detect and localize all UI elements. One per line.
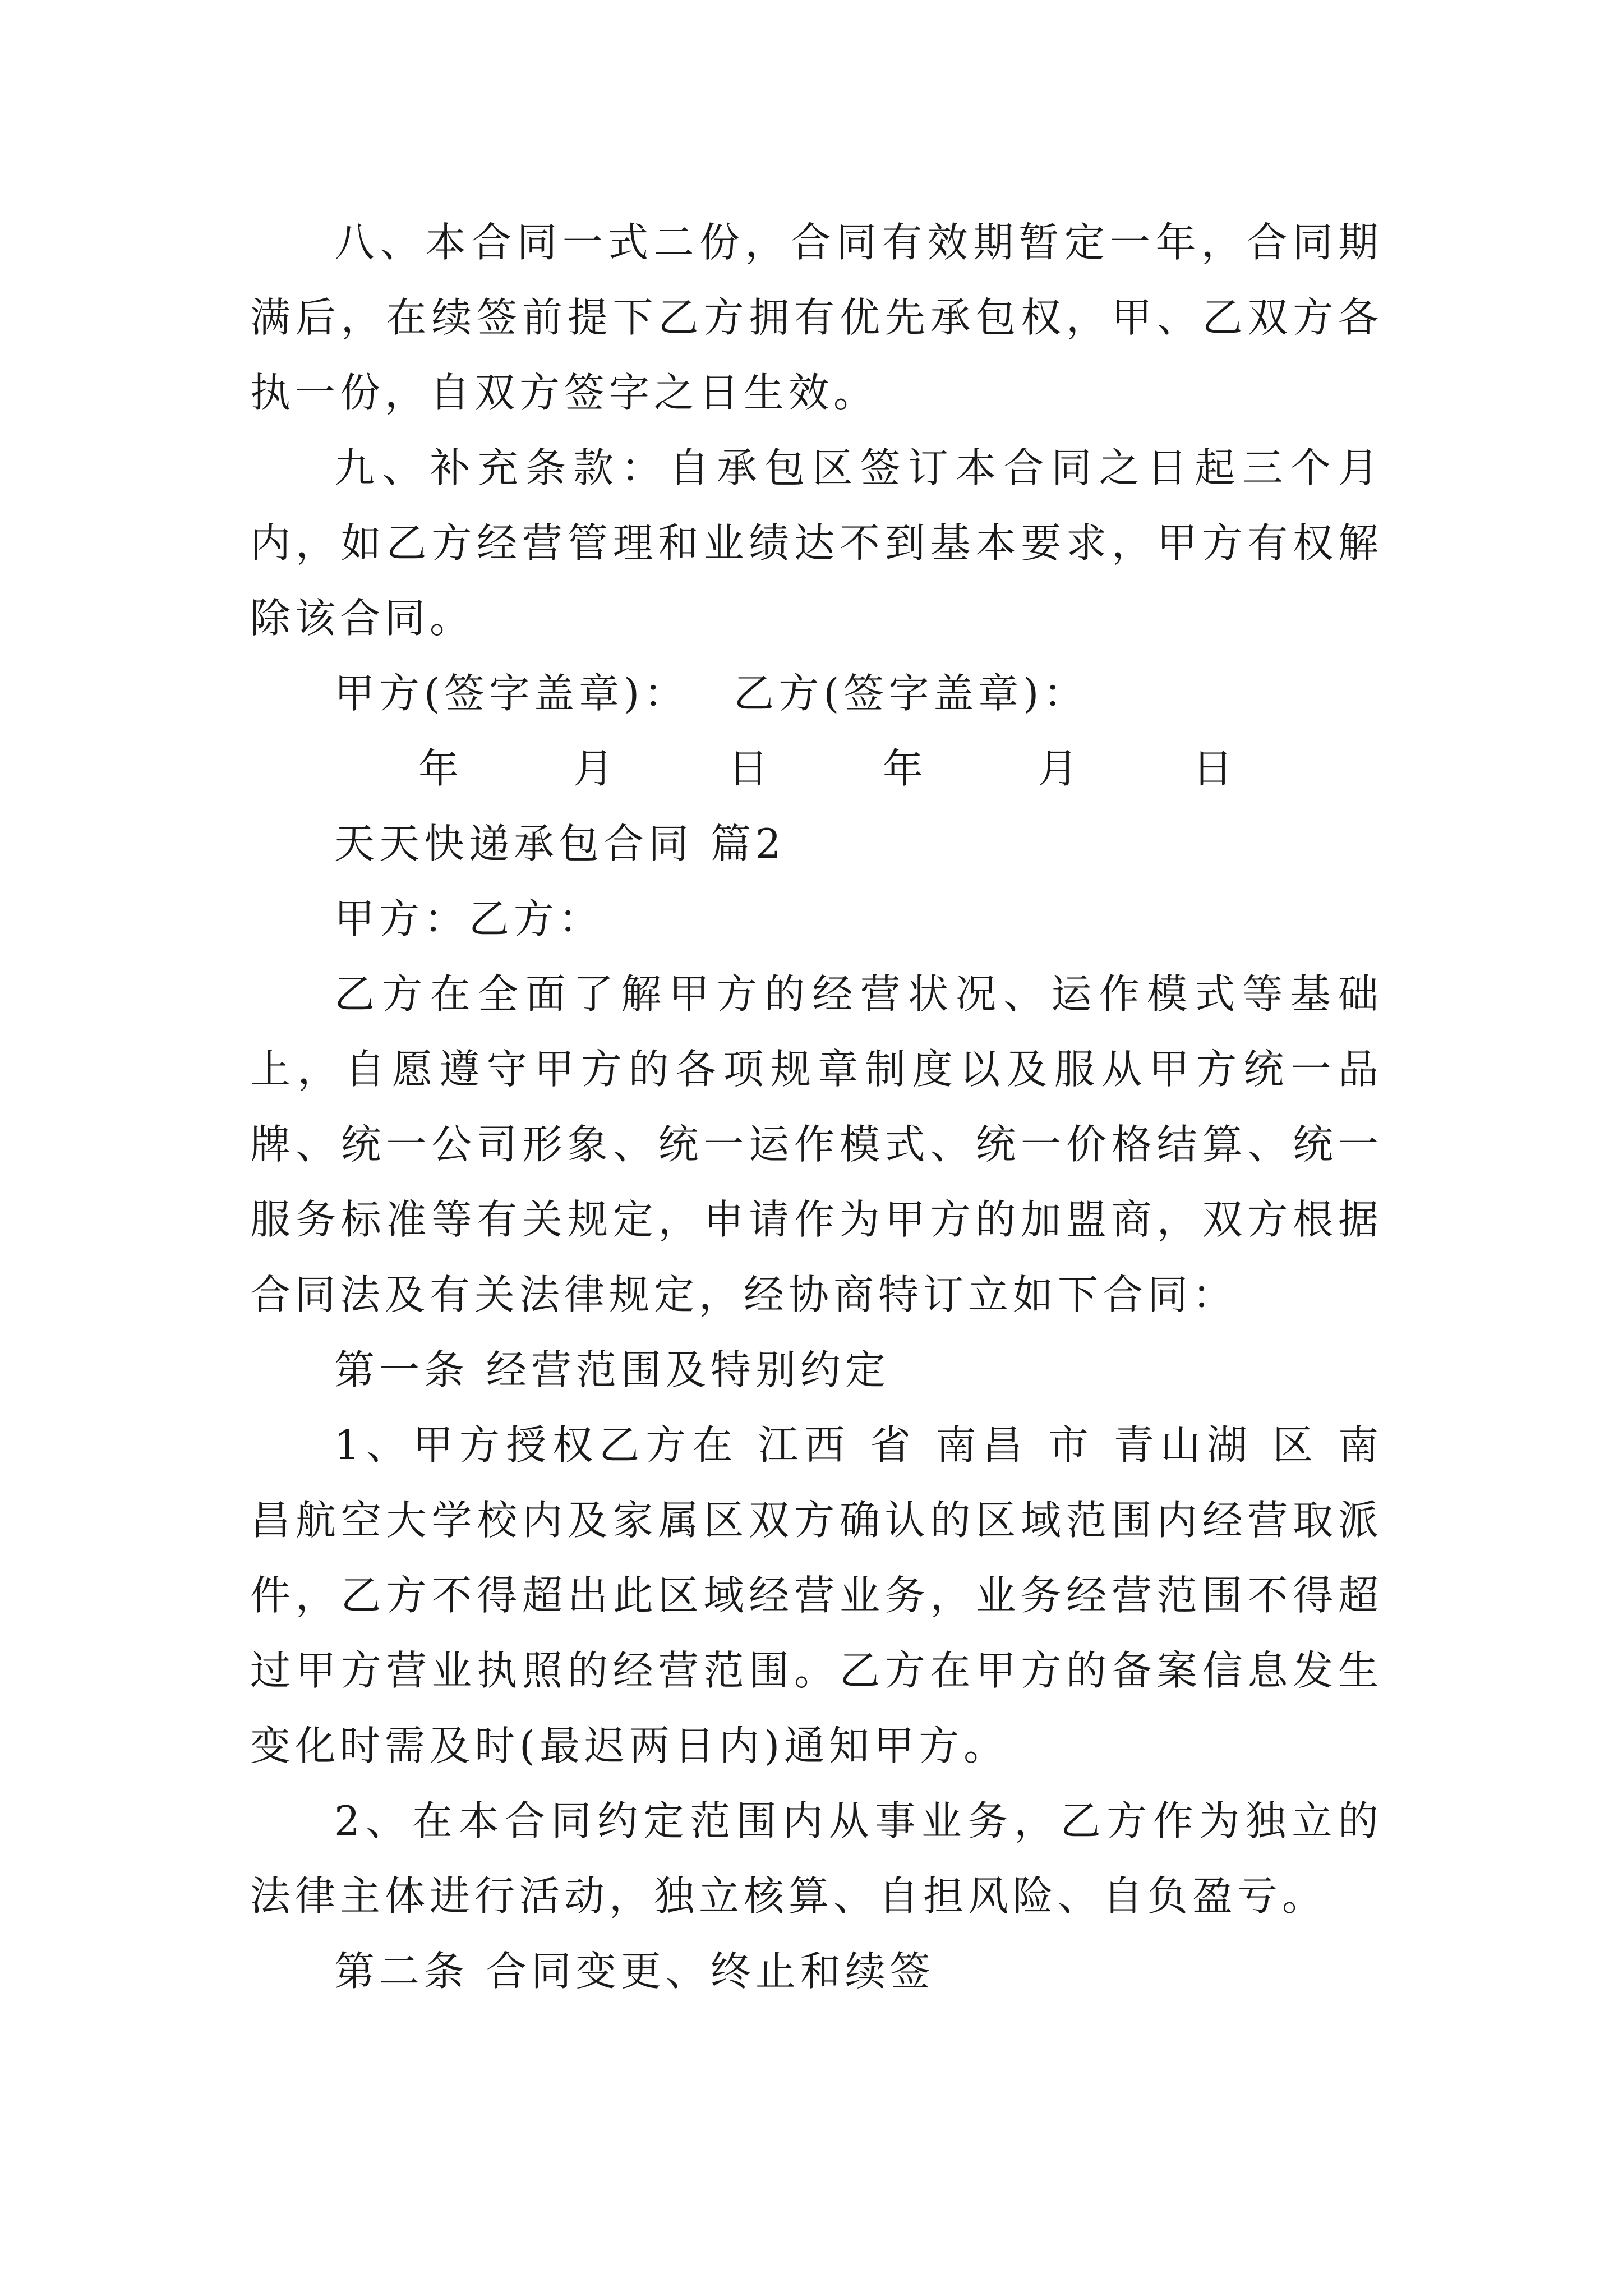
article-1-item-1: 1、甲方授权乙方在 江西 省 南昌 市 青山湖 区 南昌航空大学校内及家属区双方确认的区域范围内经营取派件，乙方不得超出此区域经营业务，业务经营范围不得超过甲方营业执照的经营范围。乙方在甲方的备案信息发生变化时需及时(最迟两日内)通知甲方。 [250,1421,1383,1769]
date-month-a: 月 [573,745,619,792]
article-2-title: 第二条 合同变更、终止和续签 [334,1948,935,1995]
date-year-b: 年 [883,745,928,792]
parties-line: 甲方：乙方： [334,895,604,942]
intro-paragraph: 乙方在全面了解甲方的经营状况、运作模式等基础上，自愿遵守甲方的各项规章制度以及服从甲方统一品牌、统一公司形象、统一运作模式、统一价格结算、统一服务标准等有关规定，申请作为甲方的加盟商，双方根据合同法及有关法律规定，经协商特订立如下合同： [250,970,1383,1318]
section-title: 天天快递承包合同 篇2 [334,820,786,867]
signature-line [250,656,1383,731]
date-day-a: 日 [728,745,773,792]
party-a-signature-label: 甲方(签字盖章)： [334,670,689,717]
date-year-a: 年 [418,745,464,792]
party-b-signature-label: 乙方(签字盖章)： [734,670,1089,717]
clause-9: 九、补充条款：自承包区签订本合同之日起三个月内，如乙方经营管理和业绩达不到基本要求，甲方有权解除该合同。 [250,444,1383,642]
clause-8: 八、本合同一式二份，合同有效期暂定一年，合同期满后，在续签前提下乙方拥有优先承包权，甲、乙双方各执一份，自双方签字之日生效。 [250,219,1383,416]
date-day-b: 日 [1192,745,1238,792]
document-body [250,205,1383,2009]
date-line [250,731,1383,806]
date-month-b: 月 [1038,745,1083,792]
article-1-title: 第一条 经营范围及特别约定 [334,1346,890,1393]
article-1-item-2: 2、在本合同约定范围内从事业务，乙方作为独立的法律主体进行活动，独立核算、自担风险、自负盈亏。 [250,1797,1383,1920]
